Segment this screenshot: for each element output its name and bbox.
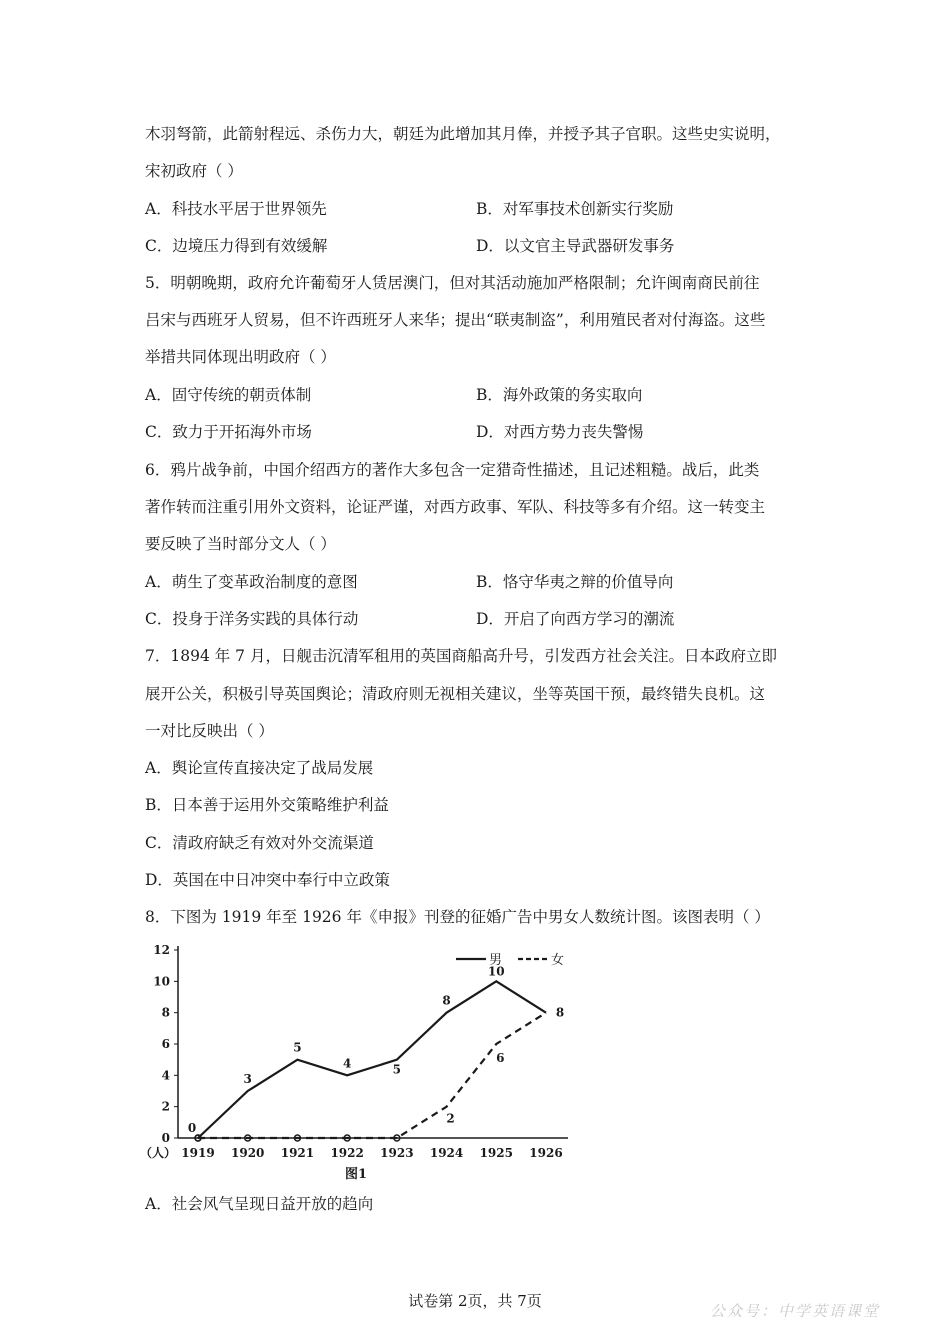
q4-option-d: D．以文官主导武器研发事务 bbox=[476, 237, 675, 255]
q8-option-a: A．社会风气呈现日益开放的趋向 bbox=[145, 1195, 374, 1213]
x-tick-label-1921: 1921 bbox=[280, 1146, 315, 1160]
data-label-female-1924: 2 bbox=[446, 1111, 455, 1126]
q7-stem-line2: 展开公关，积极引导英国舆论；清政府则无视相关建议，坐等英国干预，最终错失良机。这 bbox=[145, 685, 766, 703]
data-label-male-1920: 3 bbox=[243, 1072, 252, 1086]
y-tick-label-0: 0 bbox=[161, 1131, 170, 1145]
page-footer: 试卷第 2页，共 7页 bbox=[408, 1292, 542, 1310]
q6-stem-line3: 要反映了当时部分文人（ ） bbox=[145, 535, 336, 553]
y-tick-label-10: 10 bbox=[153, 974, 170, 989]
data-label-female-1925: 6 bbox=[496, 1051, 505, 1065]
legend-female-label: 女 bbox=[551, 953, 565, 968]
q7-option-d: D．英国在中日冲突中奉行中立政策 bbox=[145, 871, 390, 889]
legend-male-label: 男 bbox=[489, 953, 503, 968]
q5-option-b: B．海外政策的务实取向 bbox=[476, 386, 643, 404]
data-label-male-1926: 8 bbox=[555, 1005, 565, 1020]
q6-option-c: C．投身于洋务实践的具体行动 bbox=[145, 610, 359, 628]
q7-stem-line1: 7．1894 年 7 月，日舰击沉清军租用的英国商船高升号，引发西方社会关注。日本政府立即 bbox=[145, 647, 777, 665]
q5-option-a: A．固守传统的朝贡体制 bbox=[145, 386, 312, 404]
q4-stem-line1: 木羽弩箭，此箭射程远、杀伤力大，朝廷为此增加其月俸，并授予其子官职。这些史实说明， bbox=[145, 125, 781, 143]
x-tick-label-1925: 1925 bbox=[479, 1146, 513, 1160]
q5-stem-line1: 5．明朝晚期，政府允许葡萄牙人赁居澳门，但对其活动施加严格限制；允许闽南商民前往 bbox=[145, 274, 760, 292]
chart-caption: 图1 bbox=[345, 1167, 368, 1182]
data-label-male-1919: 0 bbox=[187, 1121, 197, 1135]
data-label-male-1922: 4 bbox=[342, 1056, 352, 1071]
data-label-male-1923: 5 bbox=[392, 1062, 402, 1077]
data-label-male-1924: 8 bbox=[442, 993, 451, 1008]
x-tick-label-1924: 1924 bbox=[429, 1146, 464, 1160]
q8-stem-line1: 8．下图为 1919 年至 1926 年《申报》刊登的征婚广告中男女人数统计图。该图表明（ ） bbox=[145, 908, 770, 926]
q7-option-b: B．日本善于运用外交策略维护利益 bbox=[145, 796, 389, 814]
x-tick-label-1919: 1919 bbox=[181, 1146, 215, 1160]
q7-option-c: C．清政府缺乏有效对外交流渠道 bbox=[145, 834, 374, 852]
q5-option-c: C．致力于开拓海外市场 bbox=[145, 423, 312, 441]
marriage-ads-line-chart bbox=[140, 938, 580, 1186]
q6-option-a: A．萌生了变革政治制度的意图 bbox=[145, 573, 358, 591]
y-tick-label-2: 2 bbox=[161, 1099, 170, 1114]
y-tick-label-6: 6 bbox=[161, 1037, 170, 1051]
watermark-text: 公众号：中学英语课堂 bbox=[709, 1302, 880, 1320]
q4-option-b: B．对军事技术创新实行奖励 bbox=[476, 200, 674, 218]
q4-option-c: C．边境压力得到有效缓解 bbox=[145, 237, 328, 255]
q4-option-a: A．科技水平居于世界领先 bbox=[145, 200, 327, 218]
q5-stem-line3: 举措共同体现出明政府（ ） bbox=[145, 348, 336, 366]
y-axis-unit-label: （人） bbox=[140, 1146, 177, 1160]
x-tick-label-1922: 1922 bbox=[330, 1146, 364, 1160]
q7-option-a: A．舆论宣传直接决定了战局发展 bbox=[145, 759, 374, 777]
x-tick-label-1920: 1920 bbox=[231, 1146, 265, 1160]
q6-option-d: D．开启了向西方学习的潮流 bbox=[476, 610, 675, 628]
y-tick-label-8: 8 bbox=[161, 1005, 170, 1020]
y-tick-label-12: 12 bbox=[153, 943, 170, 957]
q4-stem-line2: 宋初政府（ ） bbox=[145, 162, 243, 180]
q7-stem-line3: 一对比反映出（ ） bbox=[145, 722, 274, 740]
y-tick-label-4: 4 bbox=[161, 1068, 170, 1083]
x-tick-label-1926: 1926 bbox=[529, 1146, 563, 1160]
data-label-male-1925: 10 bbox=[487, 964, 505, 979]
q5-stem-line2: 吕宋与西班牙人贸易，但不许西班牙人来华；提出“联夷制盗”，利用殖民者对付海盗。这些 bbox=[145, 311, 766, 329]
q6-stem-line1: 6．鸦片战争前，中国介绍西方的著作大多包含一定猎奇性描述，且记述粗糙。战后，此类 bbox=[145, 461, 760, 479]
x-tick-label-1923: 1923 bbox=[380, 1146, 414, 1160]
q6-option-b: B．恪守华夷之辩的价值导向 bbox=[476, 573, 674, 591]
q5-option-d: D．对西方势力丧失警惕 bbox=[476, 423, 644, 441]
q6-stem-line2: 著作转而注重引用外文资料，论证严谨，对西方政事、军队、科技等多有介绍。这一转变主 bbox=[145, 498, 766, 516]
series-line-male bbox=[198, 981, 546, 1138]
data-label-male-1921: 5 bbox=[293, 1040, 302, 1055]
